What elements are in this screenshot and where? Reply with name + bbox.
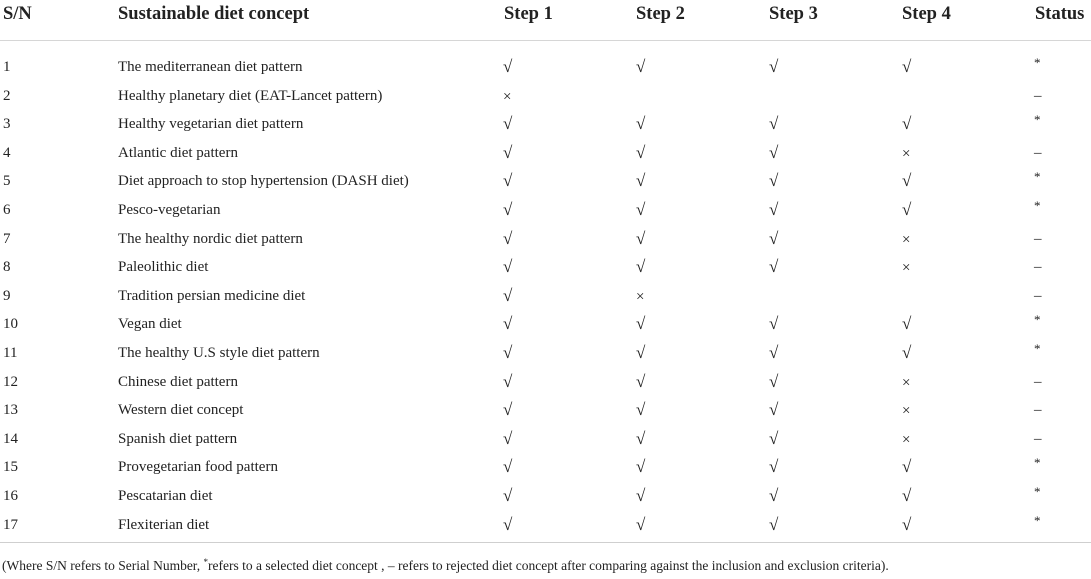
step-1-check-mark: √ [503, 285, 513, 305]
step-4-check-mark: √ [902, 200, 912, 219]
step-2-check-mark: √ [636, 171, 646, 191]
step-3-check-mark: √ [769, 514, 779, 534]
table-row [0, 512, 1091, 545]
step-2-check-mark: √ [636, 343, 646, 362]
row-serial-number: 5 [3, 173, 11, 190]
header-concept: Sustainable diet concept [118, 4, 310, 24]
step-1-check-mark: √ [503, 514, 513, 534]
step-1-check-mark: √ [503, 200, 513, 219]
table-row [0, 430, 1091, 459]
row-diet-concept: Atlantic diet pattern [118, 144, 238, 161]
footnote-part-1: (Where S/N refers to Serial Number, [2, 558, 204, 573]
step-2-check-mark: √ [636, 114, 646, 134]
step-1-check-mark: √ [503, 171, 513, 191]
step-2-check-mark: √ [636, 486, 646, 505]
step-1-check-mark: √ [503, 343, 513, 362]
step-2-check-mark: √ [636, 457, 646, 477]
row-diet-concept: Healthy vegetarian diet pattern [118, 116, 304, 133]
step-4-cross-mark: × [902, 231, 911, 248]
step-4-check-mark: √ [902, 57, 912, 76]
step-2-check-mark: √ [636, 400, 646, 420]
row-diet-concept: Western diet concept [118, 402, 244, 419]
header-step-3: Step 3 [769, 4, 818, 24]
step-4-cross-mark: × [902, 403, 911, 420]
step-1-check-mark: √ [503, 457, 513, 477]
row-diet-concept: Diet approach to stop hypertension (DASH diet) [118, 173, 409, 190]
row-diet-concept: The healthy U.S style diet pattern [118, 345, 320, 361]
step-4-check-mark: √ [902, 457, 912, 477]
row-serial-number: 2 [3, 87, 11, 104]
step-2-check-mark: √ [636, 142, 646, 162]
status-selected-mark: * [1034, 341, 1041, 356]
step-4-cross-mark: × [902, 374, 911, 391]
status-selected-mark: * [1034, 112, 1041, 128]
step-4-cross-mark: × [902, 431, 911, 448]
step-1-cross-mark: × [503, 88, 512, 105]
step-4-cross-mark: × [902, 145, 911, 162]
table-header [0, 0, 1091, 41]
row-serial-number: 6 [3, 202, 11, 218]
header-status: Status [1035, 4, 1085, 24]
table-row [0, 87, 1091, 116]
step-2-check-mark: √ [636, 428, 646, 448]
status-rejected-mark: – [1034, 402, 1042, 419]
step-3-check-mark: √ [769, 314, 779, 334]
step-3-check-mark: √ [769, 400, 779, 420]
row-serial-number: 10 [3, 316, 18, 333]
step-3-check-mark: √ [769, 343, 779, 362]
status-selected-mark: * [1034, 312, 1041, 328]
table-footnote [2, 557, 889, 574]
row-diet-concept: Chinese diet pattern [118, 373, 238, 390]
step-3-check-mark: √ [769, 257, 779, 277]
table-row [0, 455, 1091, 487]
status-selected-mark: * [1034, 169, 1041, 185]
row-diet-concept: Provegetarian food pattern [118, 459, 278, 476]
step-3-check-mark: √ [769, 457, 779, 477]
step-3-check-mark: √ [769, 371, 779, 391]
step-2-check-mark: √ [636, 314, 646, 334]
step-1-check-mark: √ [503, 428, 513, 448]
step-2-check-mark: √ [636, 57, 646, 76]
step-1-check-mark: √ [503, 228, 513, 248]
step-3-check-mark: √ [769, 428, 779, 448]
table-row [0, 230, 1091, 259]
step-3-check-mark: √ [769, 57, 779, 76]
step-2-check-mark: √ [636, 371, 646, 391]
status-selected-mark: * [1034, 198, 1041, 213]
row-diet-concept: Pescatarian diet [118, 488, 213, 504]
row-serial-number: 12 [3, 373, 18, 390]
table-row [0, 312, 1091, 344]
row-diet-concept: Tradition persian medicine diet [118, 287, 306, 304]
step-3-check-mark: √ [769, 171, 779, 191]
table-row [0, 341, 1091, 373]
step-4-check-mark: √ [902, 514, 912, 534]
step-3-check-mark: √ [769, 142, 779, 162]
step-3-check-mark: √ [769, 200, 779, 219]
status-rejected-mark: – [1034, 259, 1042, 276]
header-step-1: Step 1 [504, 4, 553, 24]
table-row [0, 55, 1091, 87]
row-serial-number: 3 [3, 116, 11, 133]
status-rejected-mark: – [1034, 87, 1042, 104]
row-serial-number: 4 [3, 144, 11, 161]
table-row [0, 198, 1091, 230]
table-row [0, 401, 1091, 430]
status-selected-mark: * [1034, 455, 1041, 471]
table-row [0, 112, 1091, 144]
step-4-cross-mark: × [902, 260, 911, 277]
row-serial-number: 8 [3, 259, 11, 276]
step-4-check-mark: √ [902, 114, 912, 134]
status-rejected-mark: – [1034, 144, 1042, 161]
row-serial-number: 11 [3, 345, 18, 361]
footnote-star: * [203, 557, 209, 567]
row-diet-concept: Vegan diet [118, 316, 182, 333]
row-serial-number: 9 [3, 287, 11, 304]
table-row [0, 484, 1091, 516]
row-serial-number: 17 [3, 516, 18, 533]
row-diet-concept: The mediterranean diet pattern [118, 59, 303, 75]
table-row [0, 258, 1091, 287]
row-serial-number: 1 [3, 59, 11, 75]
row-serial-number: 16 [3, 488, 18, 504]
header-step-4: Step 4 [902, 4, 951, 24]
table-bottom-rule [0, 542, 1091, 543]
row-diet-concept: Healthy planetary diet (EAT-Lancet pattern) [118, 87, 383, 104]
step-1-check-mark: √ [503, 57, 513, 76]
status-rejected-mark: – [1034, 430, 1042, 447]
table-row [0, 287, 1091, 316]
status-selected-mark: * [1034, 55, 1041, 70]
row-serial-number: 7 [3, 230, 11, 247]
step-4-check-mark: √ [902, 314, 912, 334]
step-1-check-mark: √ [503, 114, 513, 134]
row-diet-concept: Spanish diet pattern [118, 430, 238, 447]
step-1-check-mark: √ [503, 486, 513, 505]
status-rejected-mark: – [1034, 373, 1042, 390]
footnote-part-2: refers to a selected diet concept , – refers to rejected diet concept after comparing against the inclusion and exclusion criteria). [208, 558, 889, 573]
table-row [0, 373, 1091, 402]
step-4-check-mark: √ [902, 343, 912, 362]
row-serial-number: 13 [3, 402, 18, 419]
row-diet-concept: Paleolithic diet [118, 259, 209, 276]
status-rejected-mark: – [1034, 287, 1042, 304]
step-1-check-mark: √ [503, 400, 513, 420]
step-1-check-mark: √ [503, 314, 513, 334]
step-2-check-mark: √ [636, 228, 646, 248]
row-diet-concept: Flexiterian diet [118, 516, 210, 533]
step-2-check-mark: √ [636, 200, 646, 219]
table-row [0, 169, 1091, 201]
step-2-check-mark: √ [636, 257, 646, 277]
step-1-check-mark: √ [503, 371, 513, 391]
header-sn: S/N [3, 4, 32, 24]
status-selected-mark: * [1034, 512, 1041, 528]
step-4-check-mark: √ [902, 486, 912, 505]
step-1-check-mark: √ [503, 257, 513, 277]
step-2-check-mark: √ [636, 514, 646, 534]
step-1-check-mark: √ [503, 142, 513, 162]
table-row [0, 144, 1091, 173]
step-3-check-mark: √ [769, 228, 779, 248]
step-3-check-mark: √ [769, 114, 779, 134]
row-diet-concept: Pesco-vegetarian [118, 202, 221, 218]
row-diet-concept: The healthy nordic diet pattern [118, 230, 303, 247]
step-3-check-mark: √ [769, 486, 779, 505]
header-step-2: Step 2 [636, 4, 685, 24]
status-rejected-mark: – [1034, 230, 1042, 247]
status-selected-mark: * [1034, 484, 1041, 499]
row-serial-number: 14 [3, 430, 18, 447]
step-4-check-mark: √ [902, 171, 912, 191]
row-serial-number: 15 [3, 459, 18, 476]
step-2-cross-mark: × [636, 288, 645, 305]
